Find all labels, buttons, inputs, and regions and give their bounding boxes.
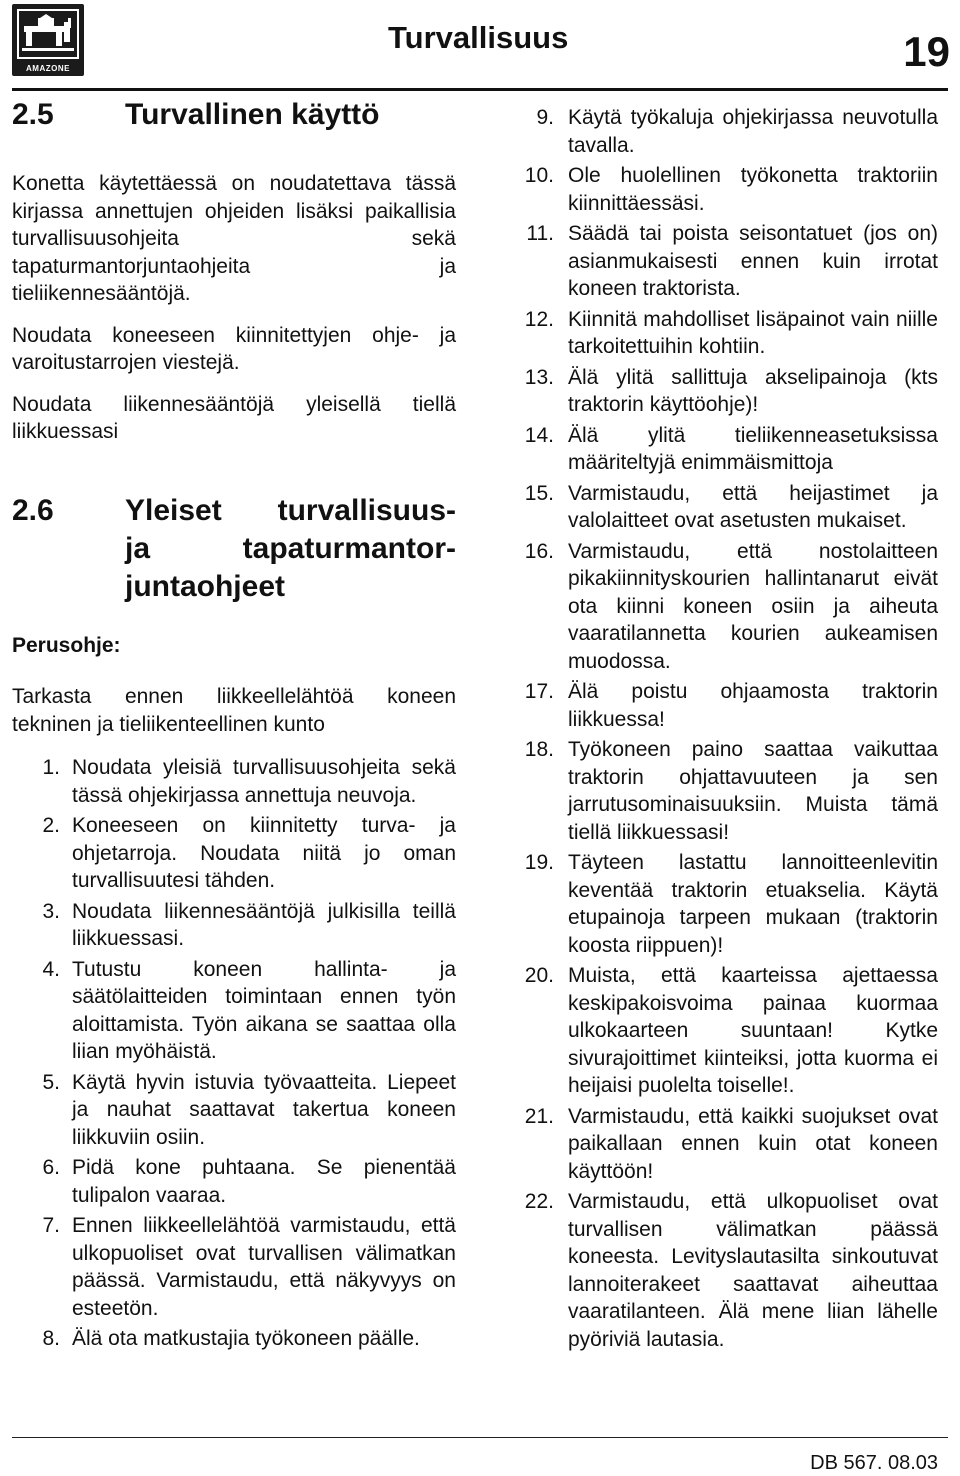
list-item-number: 9. [536,106,554,129]
list-item-number: 17. [524,680,554,703]
intro-paragraph: Tarkasta ennen liikkeellelähtöä koneen tekninen ja tieliikenteellinen kunto [12,685,456,736]
list-item-text: Älä poistu ohjaamosta traktorin liikkuessa! [568,680,938,731]
list-item [500,678,938,733]
list-item-number: 16. [524,539,554,563]
list-item-number: 7. [42,1214,60,1237]
list-item-number: 1. [42,756,60,779]
paragraph: Noudata liikennesääntöjä yleisellä tiellä liikkuessasi [12,392,456,443]
list-item-number: 14. [524,423,554,447]
list-item-text: Koneeseen on kiinnitetty turva- ja ohjetarroja. Noudata niitä jo oman turvallisuutesi tähden. [72,814,456,892]
list-item-text: Noudata liikennesääntöjä julkisilla teillä liikkuessasi. [72,899,456,950]
list-item [500,220,938,303]
list-item [500,849,938,959]
list-item-number: 19. [524,851,554,874]
list-item [500,962,938,1100]
list-item-number: 2. [42,814,60,837]
list-item [12,1325,456,1353]
list-item [500,538,938,676]
section-title-line: ja tapaturmantor- [125,531,456,565]
list-item-number: 22. [524,1190,554,1213]
list-item-number: 3. [42,899,60,923]
list-item [500,306,938,361]
list-item-text: Älä ota matkustajia työkoneen päälle. [72,1327,420,1350]
list-item-number: 12. [524,307,554,331]
list-item [500,480,938,535]
section-title: Turvallinen käyttö [125,98,380,131]
list-item-text: Älä ylitä sallittuja akselipainoja (kts traktorin käyttöohje)! [568,365,938,416]
list-item-text: Ennen liikkeellelähtöä varmistaudu, että ulkopuoliset ovat turvallisen välimatkan päässä. Varmistaudu, että näkyvyys on esteetön. [72,1214,456,1320]
list-item-number: 10. [524,164,554,187]
header-divider [12,88,948,91]
list-item-text: Pidä kone puhtaana. Se pienentää tulipalon vaaraa. [72,1156,456,1207]
list-item-text: Säädä tai poista seisontatuet (jos on) asianmukaisesti ennen kuin irrotat koneen traktorista. [568,222,938,300]
list-item-text: Varmistaudu, että kaikki suojukset ovat paikallaan ennen kuin otat koneen käyttöön! [568,1104,938,1183]
page-number: 19 [903,28,950,75]
list-item [500,736,938,846]
list-item-text: Varmistaudu, että heijastimet ja valolaitteet ovat asetusten mukaiset. [568,481,938,532]
right-column [500,104,938,1353]
list-item [12,1154,456,1209]
list-item-number: 8. [42,1327,60,1350]
footer-divider [12,1437,948,1438]
list-item [500,162,938,217]
logo-wordmark: AMAZONE [26,64,70,73]
subheading: Perusohje: [12,633,121,657]
list-item-text: Muista, että kaarteissa ajettaessa keskipakoisvoima painaa kuormaa ulkokaarteen suuntaan! Kytke sivurajoittimet kiinteiksi, jotta kuorma ei heijaisi puolelta toiselle!. [568,964,938,1097]
list-item [12,898,456,953]
list-item [500,364,938,419]
section-heading-2-6-cont [12,530,456,568]
document-code: DB 567. 08.03 [810,1452,938,1474]
list-item [12,812,456,895]
list-item-text: Noudata yleisiä turvallisuusohjeita sekä tässä ohjekirjassa annettuja neuvoja. [72,756,456,807]
amazone-logo [12,4,84,76]
list-item [12,1212,456,1322]
list-item-text: Työkoneen paino saattaa vaikuttaa traktorin ohjattavuuteen ja sen jarrutusominaisuuksiin. Muista tämä tiellä liikkuessasi! [568,738,938,844]
paragraph: Konetta käytettäessä on noudatettava tässä kirjassa annettujen ohjeiden lisäksi paikallisia turvallisuusohjeita sekä tapaturmantorjuntaohjeita ja tieliikennesääntöjä. [12,172,456,305]
list-item-text: Varmistaudu, että nostolaitteen pikakiinnityskourien hallintanarut eivät ota kiinni koneen osiin ja aiheuta vaaratilannetta kourien aukeamisen muodossa. [568,539,938,673]
section-heading-2-5 [12,96,456,138]
list-item [12,754,456,809]
list-item-text: Varmistaudu, että ulkopuoliset ovat turvallisen välimatkan päässä koneesta. Levityslautasilta sinkoutuvat lannoiterakeet saattavat aiheuttaa vaaratilanteen. Älä mene liian lähelle pyöriviä lautasia. [568,1190,938,1351]
section-heading-2-6 [12,492,456,530]
list-item [500,104,938,159]
safety-list-right [500,104,938,1353]
list-item-number: 11. [526,222,554,245]
list-item-text: Kiinnitä mahdolliset lisäpainot vain niille tarkoitettuihin kohtiin. [568,307,938,358]
list-item-number: 6. [42,1156,60,1179]
list-item-number: 15. [524,481,554,505]
list-item [500,422,938,477]
list-item-text: Älä ylitä tieliikenneasetuksissa määriteltyjä enimmäismittoja [568,423,938,474]
section-title-line: Yleiset turvallisuus- [125,493,456,527]
list-item [12,956,456,1066]
list-item-text: Ole huolellinen työkonetta traktoriin kiinnittäessäsi. [568,164,938,215]
safety-list-left [12,754,456,1353]
left-column [12,96,456,1353]
section-number: 2.5 [12,98,54,131]
page-header-title: Turvallisuus [388,20,569,55]
list-item [500,1103,938,1186]
list-item-text: Täyteen lastattu lannoitteenlevitin keventää traktorin etuakselia. Käytä etupainoja tarpeen mukaan (traktorin koosta riippuen)! [568,851,938,957]
section-number: 2.6 [12,493,54,527]
list-item-number: 21. [524,1104,554,1128]
list-item-number: 4. [42,957,60,981]
list-item-number: 20. [524,964,554,987]
list-item [12,1069,456,1152]
list-item-number: 13. [524,365,554,389]
list-item [500,1188,938,1353]
section-title-line: juntaohjeet [125,569,286,603]
list-item-number: 18. [524,738,554,761]
tractor-logo-icon [12,4,84,64]
paragraph: Noudata koneeseen kiinnitettyjen ohje- ja varoitustarrojen viestejä. [12,323,456,374]
list-item-text: Tutustu koneen hallinta- ja säätölaitteiden toimintaan ennen työn aloittamista. Työn aikana se saattaa olla liian myöhäistä. [72,957,456,1063]
list-item-text: Käytä hyvin istuvia työvaatteita. Liepeet ja nauhat saattavat takertua koneen liikkuviin osiin. [72,1070,456,1149]
list-item-text: Käytä työkaluja ohjekirjassa neuvotulla tavalla. [568,106,938,157]
list-item-number: 5. [42,1070,60,1094]
section-heading-2-6-cont [12,568,456,606]
